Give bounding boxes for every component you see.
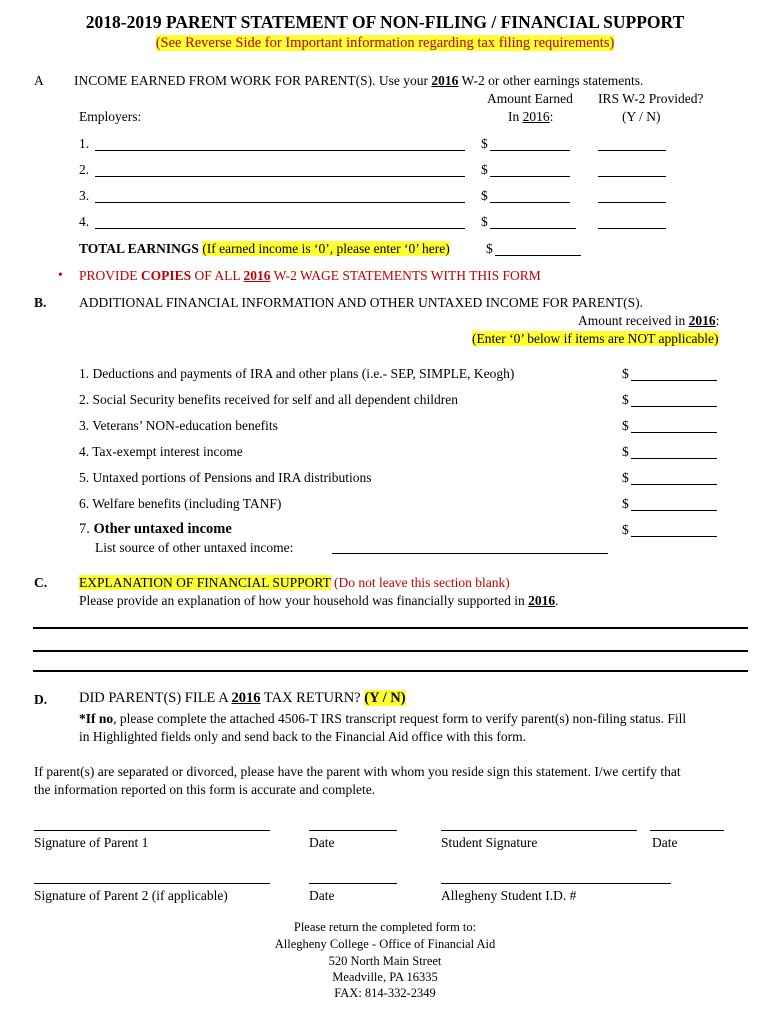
item-7-dollar: $ [622, 522, 629, 537]
subtitle-highlight: (See Reverse Side for Important information regarding tax filing requirements) [155, 35, 615, 51]
employer-2-field[interactable] [95, 176, 465, 177]
item-7-amount-field[interactable] [631, 536, 717, 537]
student-signature-field[interactable] [441, 830, 637, 831]
form-subtitle [0, 35, 770, 52]
item-4-dollar: $ [622, 444, 629, 459]
employer-2-amount-field[interactable] [490, 176, 570, 177]
employer-4-dollar: $ [481, 214, 488, 229]
employer-row-1-number: 1. [79, 136, 90, 151]
if-no-line-1: *If no, please complete the attached 4506-T IRS transcript request form to verify parent(s) non-filing status. Fill [79, 711, 687, 726]
footer-line-3: 520 North Main Street [328, 954, 442, 968]
employer-3-amount-field[interactable] [490, 202, 570, 203]
item-6-dollar: $ [622, 496, 629, 511]
employer-1-amount-field[interactable] [490, 150, 570, 151]
explanation-line-3[interactable] [33, 670, 748, 672]
employer-1-dollar: $ [481, 136, 488, 151]
parent-1-date-label: Date [309, 835, 335, 850]
amount-earned-year-label: In 2016: [508, 109, 554, 124]
footer-line-1: Please return the completed form to: [293, 920, 477, 934]
amount-received-label: Amount received in 2016: [578, 313, 720, 328]
student-date-field[interactable] [650, 830, 724, 831]
section-a-letter: A [34, 73, 44, 88]
section-c-heading: EXPLANATION OF FINANCIAL SUPPORT [79, 575, 331, 590]
item-2-dollar: $ [622, 392, 629, 407]
parent-2-date-field[interactable] [309, 883, 397, 884]
employer-row-2-number: 2. [79, 162, 90, 177]
total-earnings-dollar: $ [486, 241, 493, 256]
employer-row-3-number: 3. [79, 188, 90, 203]
item-5-dollar: $ [622, 470, 629, 485]
item-2-amount-field[interactable] [631, 406, 717, 407]
item-6-amount-field[interactable] [631, 510, 717, 511]
yn-choice[interactable]: (Y / N) [364, 690, 406, 706]
w2-yn-label: (Y / N) [622, 109, 661, 124]
section-c-note: (Do not leave this section blank) [333, 575, 510, 590]
total-earnings-note: (If earned income is ‘0’, please enter ‘0’ here) [202, 241, 450, 256]
employer-4-amount-field[interactable] [490, 228, 576, 229]
parent-1-date-field[interactable] [309, 830, 397, 831]
footer-line-4: Meadville, PA 16335 [332, 970, 438, 984]
w2-provided-label: IRS W-2 Provided? [598, 91, 704, 106]
section-d-letter: D. [34, 692, 48, 707]
form-title: 2018-2019 PARENT STATEMENT OF NON-FILING / FINANCIAL SUPPORT [85, 12, 685, 32]
employer-3-dollar: $ [481, 188, 488, 203]
item-4-amount-field[interactable] [631, 458, 717, 459]
bullet-icon: • [58, 267, 63, 282]
item-1-label: 1. Deductions and payments of IRA and other plans (i.e.- SEP, SIMPLE, Keogh) [79, 366, 515, 381]
list-source-label: List source of other untaxed income: [95, 540, 294, 555]
total-earnings-row [79, 241, 450, 257]
item-5-amount-field[interactable] [631, 484, 717, 485]
parent-1-signature-field[interactable] [34, 830, 270, 831]
employer-1-field[interactable] [95, 150, 465, 151]
section-b-letter: B. [34, 295, 47, 310]
student-id-label: Allegheny Student I.D. # [441, 888, 577, 903]
section-d-question: DID PARENT(S) FILE A 2016 TAX RETURN? (Y / N) [79, 690, 406, 706]
footer-line-5: FAX: 814-332-2349 [334, 986, 436, 1000]
parent-2-signature-field[interactable] [34, 883, 270, 884]
employer-3-field[interactable] [95, 202, 465, 203]
section-b-heading: ADDITIONAL FINANCIAL INFORMATION AND OTHER UNTAXED INCOME FOR PARENT(S). [79, 295, 644, 310]
item-5-label: 5. Untaxed portions of Pensions and IRA distributions [79, 470, 372, 485]
section-a-year: 2016 [431, 73, 459, 88]
employer-2-dollar: $ [481, 162, 488, 177]
explanation-line-2[interactable] [33, 650, 748, 652]
item-4-label: 4. Tax-exempt interest income [79, 444, 243, 459]
total-earnings-label: TOTAL EARNINGS [79, 241, 199, 256]
parent-1-signature-label: Signature of Parent 1 [34, 835, 149, 850]
section-c-heading-row [79, 575, 510, 591]
item-7-label: 7. Other untaxed income [79, 521, 232, 537]
employers-label: Employers: [79, 109, 142, 124]
section-a-heading: INCOME EARNED FROM WORK FOR PARENT(S). Use your 2016 W-2 or other earnings statements. [74, 73, 644, 88]
certify-line-2: the information reported on this form is accurate and complete. [34, 782, 376, 797]
student-date-label: Date [652, 835, 678, 850]
employer-1-w2-field[interactable] [598, 150, 666, 151]
item-6-label: 6. Welfare benefits (including TANF) [79, 496, 282, 511]
certify-line-1: If parent(s) are separated or divorced, please have the parent with whom you reside sign this statement. I/we certify that [34, 764, 681, 779]
footer-line-2: Allegheny College - Office of Financial Aid [274, 937, 496, 951]
section-c-instructions: Please provide an explanation of how your household was financially supported in 2016. [79, 593, 559, 608]
if-no-line-2: in Highlighted fields only and send back to the Financial Aid office with this form. [79, 729, 527, 744]
item-2-label: 2. Social Security benefits received for self and all dependent children [79, 392, 458, 407]
section-c-letter: C. [34, 575, 48, 590]
item-3-label: 3. Veterans’ NON-education benefits [79, 418, 278, 433]
provide-copies-notice: PROVIDE COPIES OF ALL 2016 W-2 WAGE STATEMENTS WITH THIS FORM [79, 268, 541, 283]
employer-4-w2-field[interactable] [598, 228, 666, 229]
total-earnings-field[interactable] [495, 255, 581, 256]
employer-4-field[interactable] [95, 228, 465, 229]
employer-3-w2-field[interactable] [598, 202, 666, 203]
amount-earned-label: Amount Earned [487, 91, 573, 106]
item-3-dollar: $ [622, 418, 629, 433]
item-1-dollar: $ [622, 366, 629, 381]
employer-row-4-number: 4. [79, 214, 90, 229]
enter-zero-note: (Enter ‘0’ below if items are NOT applicable) [472, 331, 719, 346]
item-3-amount-field[interactable] [631, 432, 717, 433]
employer-2-w2-field[interactable] [598, 176, 666, 177]
parent-2-date-label: Date [309, 888, 335, 903]
student-signature-label: Student Signature [441, 835, 538, 850]
explanation-line-1[interactable] [33, 627, 748, 629]
parent-2-signature-label: Signature of Parent 2 (if applicable) [34, 888, 228, 903]
student-id-field[interactable] [441, 883, 671, 884]
item-1-amount-field[interactable] [631, 380, 717, 381]
list-source-field[interactable] [332, 553, 608, 554]
